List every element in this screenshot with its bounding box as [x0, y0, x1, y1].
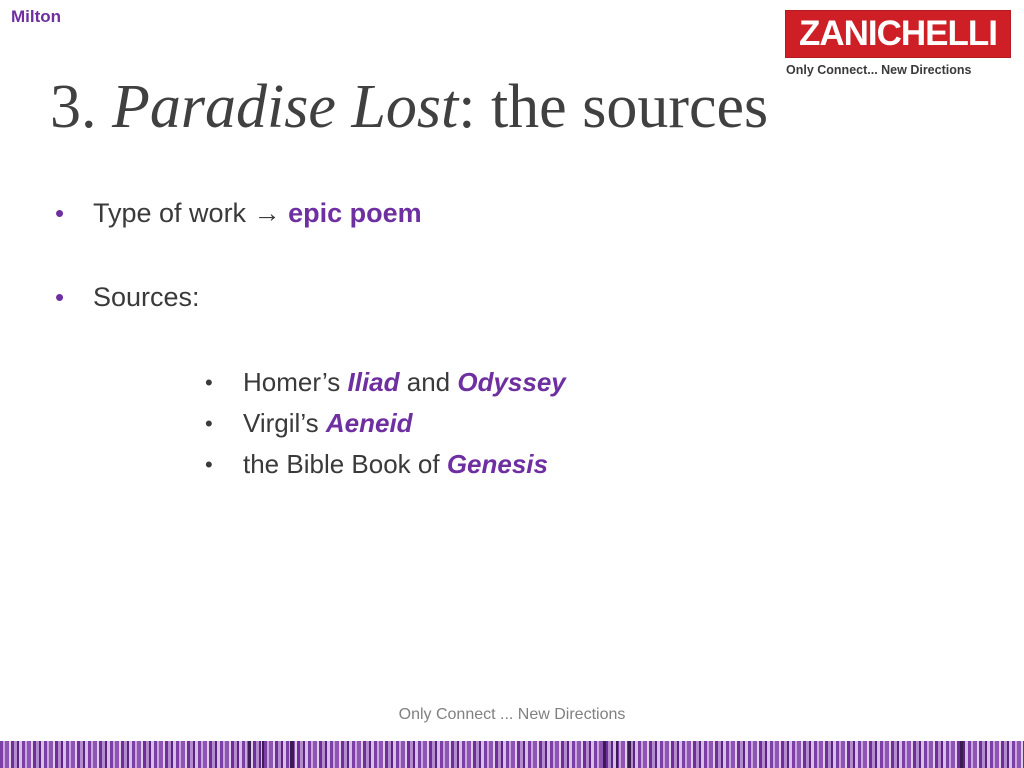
bullet-text: Type of work [93, 198, 254, 228]
slide-title [50, 72, 768, 143]
title-number: 3. [50, 73, 97, 141]
sub-bullet-dot-icon: • [205, 452, 213, 477]
bullet-dot-icon: • [55, 282, 65, 312]
sub-bullet-dot-icon: • [205, 411, 213, 436]
decorative-stripe [0, 741, 1024, 768]
source-work-odyssey: Odyssey [457, 367, 566, 397]
stripe-dark-bar [628, 741, 631, 768]
source-item-homer [205, 362, 566, 403]
source-work-aeneid: Aeneid [325, 408, 413, 438]
bullet-type-of-work [55, 196, 422, 230]
stripe-dark-bar [616, 741, 618, 768]
title-work: Paradise Lost [112, 73, 459, 141]
footer-text: Only Connect ... New Directions [398, 706, 626, 723]
source-prefix: Homer’s [243, 367, 348, 397]
title-rest: : the sources [458, 73, 769, 141]
bullet-highlight: epic poem [288, 198, 422, 228]
bullet-text: Sources: [93, 282, 200, 312]
sub-bullet-dot-icon: • [205, 370, 213, 395]
stripe-dark-bar [262, 741, 264, 768]
bullet-dot-icon: • [55, 198, 65, 228]
stripe-dark-bar [290, 741, 294, 768]
source-work-genesis: Genesis [446, 449, 548, 479]
sources-list [205, 362, 566, 485]
main-bullet-list [55, 196, 422, 364]
source-work-iliad: Iliad [347, 367, 400, 397]
source-item-genesis [205, 444, 566, 485]
logo-tagline: Only Connect... New Directions [786, 63, 972, 77]
section-label: Milton [11, 7, 62, 26]
zanichelli-logo [785, 10, 1013, 77]
stripe-dark-bar [960, 741, 963, 768]
source-prefix: the Bible Book of [243, 449, 447, 479]
stripe-dark-bar [248, 741, 251, 768]
source-joiner: and [399, 367, 458, 397]
stripe-dark-bar [603, 741, 606, 768]
logo-brand: ZANICHELLI [785, 10, 1011, 58]
bullet-sources [55, 280, 422, 314]
arrow-right-icon: → [253, 198, 281, 228]
source-prefix: Virgil’s [243, 408, 326, 438]
source-item-virgil [205, 403, 566, 444]
